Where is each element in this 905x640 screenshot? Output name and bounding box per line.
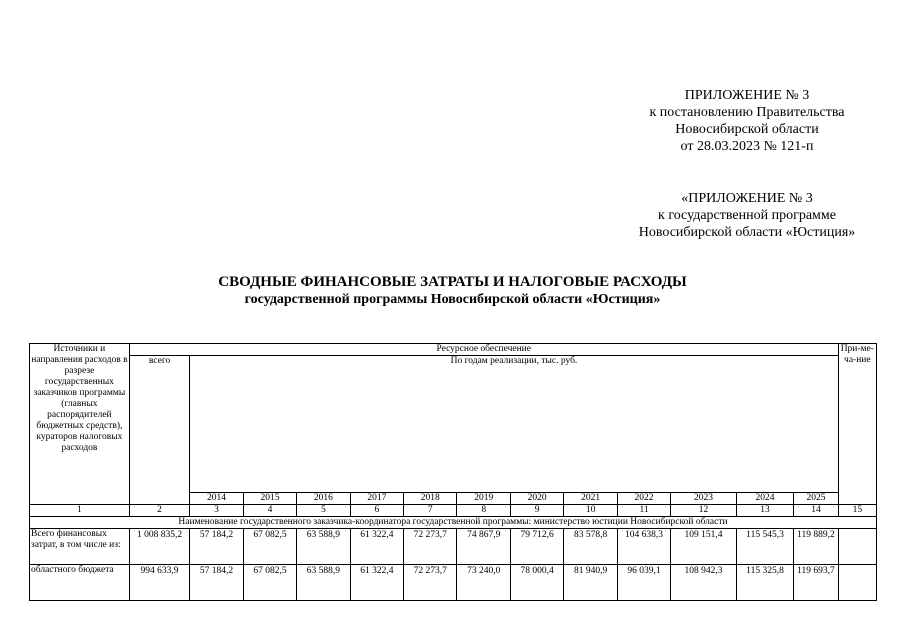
row-value: 57 184,2 xyxy=(190,565,243,601)
row-total: 1 008 835,2 xyxy=(129,529,189,565)
row-value: 67 082,5 xyxy=(243,529,296,565)
column-number: 15 xyxy=(838,505,876,517)
row-value: 119 693,7 xyxy=(794,565,838,601)
appendix-date: от 28.03.2023 № 121-п xyxy=(680,139,814,154)
row-value: 63 588,9 xyxy=(297,529,350,565)
table-row xyxy=(30,565,877,601)
year-header: 2025 xyxy=(794,493,838,505)
column-number-row xyxy=(30,505,877,517)
note-column-header: При-ме-ча-ние xyxy=(838,344,876,505)
row-value: 96 039,1 xyxy=(617,565,670,601)
appendix-region: Новосибирской области xyxy=(675,122,819,137)
source-column-header: Источники и направления расходов в разрезе государственных заказчиков программы (главных распорядителей бюджетных средств), кураторов налоговых расходов xyxy=(30,344,130,505)
year-header: 2020 xyxy=(510,493,563,505)
section-row xyxy=(30,517,877,529)
row-value: 78 000,4 xyxy=(510,565,563,601)
program-appendix-reference: к государственной программе xyxy=(658,208,836,223)
column-number: 8 xyxy=(457,505,510,517)
appendix-header-program xyxy=(622,190,872,241)
row-note xyxy=(838,529,876,565)
column-number: 4 xyxy=(243,505,296,517)
resource-header: Ресурсное обеспечение xyxy=(129,344,838,356)
section-title: Наименование государственного заказчика-координатора государственной программы: министерство юстиции Новосибирской области xyxy=(30,517,877,529)
column-number: 6 xyxy=(350,505,403,517)
column-number: 2 xyxy=(129,505,189,517)
row-note xyxy=(838,565,876,601)
row-total: 994 633,9 xyxy=(129,565,189,601)
program-appendix-number: «ПРИЛОЖЕНИЕ № 3 xyxy=(681,191,813,206)
row-value: 108 942,3 xyxy=(671,565,737,601)
row-value: 63 588,9 xyxy=(297,565,350,601)
column-number: 3 xyxy=(190,505,243,517)
row-value: 109 151,4 xyxy=(671,529,737,565)
program-appendix-name: Новосибирской области «Юстиция» xyxy=(638,225,856,240)
row-value: 104 638,3 xyxy=(617,529,670,565)
row-value: 79 712,6 xyxy=(510,529,563,565)
column-number: 13 xyxy=(736,505,793,517)
header-row-2 xyxy=(30,356,877,493)
appendix-reference: к постановлению Правительства xyxy=(649,105,845,120)
row-value: 115 545,3 xyxy=(736,529,793,565)
row-value: 119 889,2 xyxy=(794,529,838,565)
column-number: 1 xyxy=(30,505,130,517)
years-header: По годам реализации, тыс. руб. xyxy=(190,356,838,493)
table-row xyxy=(30,529,877,565)
row-value: 67 082,5 xyxy=(243,565,296,601)
year-header: 2024 xyxy=(736,493,793,505)
appendix-number: ПРИЛОЖЕНИЕ № 3 xyxy=(684,88,810,103)
year-header: 2023 xyxy=(671,493,737,505)
year-header: 2018 xyxy=(404,493,457,505)
year-header: 2022 xyxy=(617,493,670,505)
financial-table xyxy=(29,343,877,601)
year-header: 2017 xyxy=(350,493,403,505)
row-label: областного бюджета xyxy=(30,565,130,601)
year-header: 2014 xyxy=(190,493,243,505)
year-header: 2015 xyxy=(243,493,296,505)
row-value: 115 325,8 xyxy=(736,565,793,601)
column-number: 11 xyxy=(617,505,670,517)
row-value: 57 184,2 xyxy=(190,529,243,565)
column-number: 14 xyxy=(794,505,838,517)
column-number: 10 xyxy=(564,505,617,517)
total-column-header: всего xyxy=(129,356,189,505)
document-subtitle: государственной программы Новосибирской области «Юстиция» xyxy=(244,292,661,307)
header-row-1 xyxy=(30,344,877,356)
column-number: 12 xyxy=(671,505,737,517)
row-value: 72 273,7 xyxy=(404,565,457,601)
row-value: 72 273,7 xyxy=(404,529,457,565)
column-number: 5 xyxy=(297,505,350,517)
year-header: 2021 xyxy=(564,493,617,505)
row-value: 74 867,9 xyxy=(457,529,510,565)
column-number: 7 xyxy=(404,505,457,517)
row-value: 83 578,8 xyxy=(564,529,617,565)
row-value: 61 322,4 xyxy=(350,565,403,601)
row-value: 81 940,9 xyxy=(564,565,617,601)
column-number: 9 xyxy=(510,505,563,517)
row-label: Всего финансовых затрат, в том числе из: xyxy=(30,529,130,565)
row-value: 61 322,4 xyxy=(350,529,403,565)
row-value: 73 240,0 xyxy=(457,565,510,601)
appendix-header-top xyxy=(632,87,862,155)
document-title: СВОДНЫЕ ФИНАНСОВЫЕ ЗАТРАТЫ И НАЛОГОВЫЕ РАСХОДЫ xyxy=(218,274,687,290)
year-header: 2019 xyxy=(457,493,510,505)
year-header: 2016 xyxy=(297,493,350,505)
